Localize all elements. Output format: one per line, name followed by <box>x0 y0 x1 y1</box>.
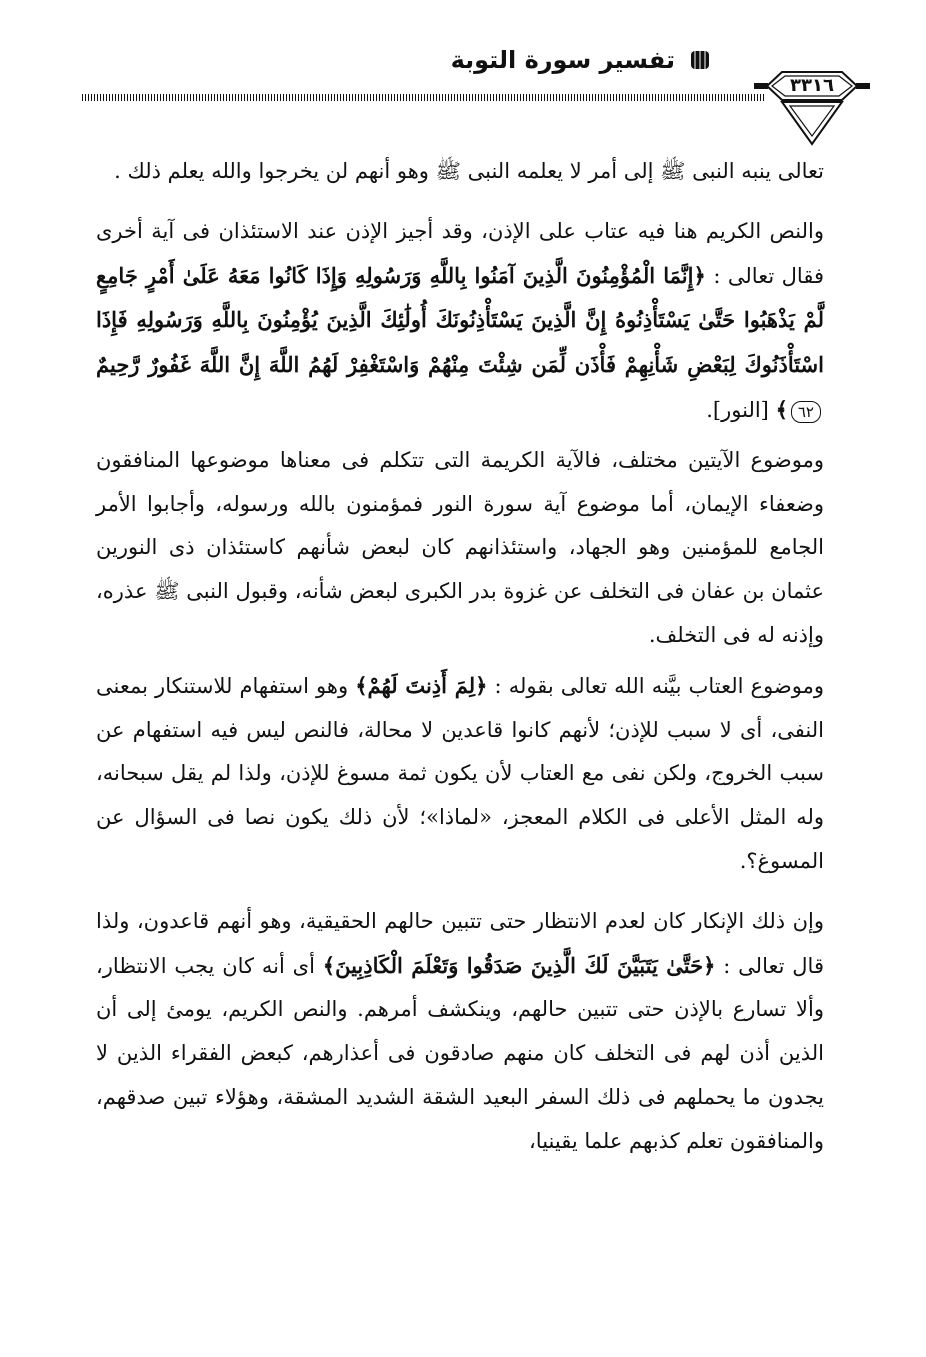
running-title: تفسير سورة التوبة <box>450 46 675 74</box>
paragraph-5-rest: أى أنه كان يجب الانتظار، وألا تسارع بالإذن حتى تتبين حالهم، وينكشف أمرهم. والنص الكريم، يومئ إلى أن الذين أذن لهم فى التخلف كان منهم صادقون فى أعذارهم، كبعض الفقراء الذين لا يجدون ما يحملهم فى ذلك السفر البعيد الشقة الشديد المشقة، وهؤلاء تبين صدقهم، والمنافقون تعلم كذبهم علما يقينيا، <box>96 953 824 1153</box>
quran-bracket-open-icon: ﴿ <box>693 262 706 288</box>
paragraph-2 <box>96 210 824 433</box>
quran-bracket-close-icon: ﴾ <box>322 952 336 978</box>
paragraph-4-rest: وهو استفهام للاستنكار بمعنى النفى، أى لا سبب للإذن؛ لأنهم كانوا قاعدين لا محالة، فالنص ليس فيه استفهام عن سبب الخروج، ولكن نفى مع العتاب لأن يكون ثمة مسوغ للإذن، ولذا لم يقل سبحانه، وله المثل الأعلى فى الكلام المعجز، «لماذا»؛ لأن ذلك يكون نصا فى السؤال عن المسوغ؟. <box>96 673 824 873</box>
paragraph-3 <box>96 439 824 658</box>
page-number-badge <box>752 68 872 150</box>
page-number: ٣٣١٦ <box>790 75 834 96</box>
ornament-icon <box>690 48 710 72</box>
paragraph-4 <box>96 664 824 884</box>
quran-verse-hatta-yatabayyana: حَتَّىٰ يَتَبَيَّنَ لَكَ الَّذِينَ صَدَقُوا وَتَعْلَمَ الْكَاذِبِينَ <box>335 952 704 978</box>
paragraph-1 <box>96 150 824 194</box>
quran-verse-nur-62: إِنَّمَا الْمُؤْمِنُونَ الَّذِينَ آمَنُوا بِاللَّهِ وَرَسُولِهِ وَإِذَا كَانُوا مَعَهُ عَلَىٰ أَمْرٍ جَامِعٍ لَّمْ يَذْهَبُوا حَتَّىٰ يَسْتَأْذِنُوهُ إِنَّ الَّذِينَ يَسْتَأْذِنُونَكَ أُولَٰئِكَ الَّذِينَ يُؤْمِنُونَ بِاللَّهِ وَرَسُولِهِ فَإِذَا اسْتَأْذَنُوكَ لِبَعْضِ شَأْنِهِمْ فَأْذَن لِّمَن شِئْتَ مِنْهُمْ وَاسْتَغْفِرْ لَهُمُ اللَّهَ إِنَّ اللَّهَ غَفُورٌ رَّحِيمٌ <box>96 262 824 378</box>
quran-bracket-open-icon: ﴿ <box>475 672 488 698</box>
quran-bracket-close-icon: ﴾ <box>355 672 368 698</box>
quran-verse-lima-adhinta: لِمَ أَذِنتَ لَهُمْ <box>367 672 476 698</box>
paragraph-5 <box>96 900 824 1164</box>
paragraph-5-intro: وإن ذلك الإنكار كان لعدم الانتظار حتى تتبين حالهم الحقيقية، وهو أنهم قاعدون، ولذا قال تعالى : <box>96 908 824 978</box>
paragraph-4-intro: وموضوع العتاب بيَّنه الله تعالى بقوله : <box>494 673 824 698</box>
page-body <box>96 150 824 1164</box>
header-rule <box>82 94 765 101</box>
ayah-number-marker: ٦٢ <box>791 401 821 423</box>
page-header <box>70 38 840 148</box>
quran-bracket-close-icon: ﴾ <box>775 396 788 422</box>
paragraph-3-text: وموضوع الآيتين مختلف، فالآية الكريمة التى تتكلم فى معناها موضوعها المنافقون وضعفاء الإيمان، أما موضوع آية سورة النور فمؤمنون بالله ورسوله، وأجابوا الأمر الجامع للمؤمنين وهو الجهاد، واستئذانهم كان لبعض شأنهم كاستئذان ذى النورين عثمان بن عفان فى التخلف عن غزوة بدر الكبرى لبعض شأنه، وقبول النبى ﷺ عذره، وإذنه له فى التخلف. <box>96 447 824 647</box>
paragraph-2-intro: والنص الكريم هنا فيه عتاب على الإذن، وقد أجيز الإذن عند الاستئذان فى آية أخرى فقال تعالى : <box>96 218 824 288</box>
verse-source: [النور]. <box>706 397 769 422</box>
quran-bracket-open-icon: ﴿ <box>703 952 716 978</box>
paragraph-1-text: تعالى ينبه النبى ﷺ إلى أمر لا يعلمه النبى ﷺ وهو أنهم لن يخرجوا والله يعلم ذلك . <box>114 159 824 183</box>
